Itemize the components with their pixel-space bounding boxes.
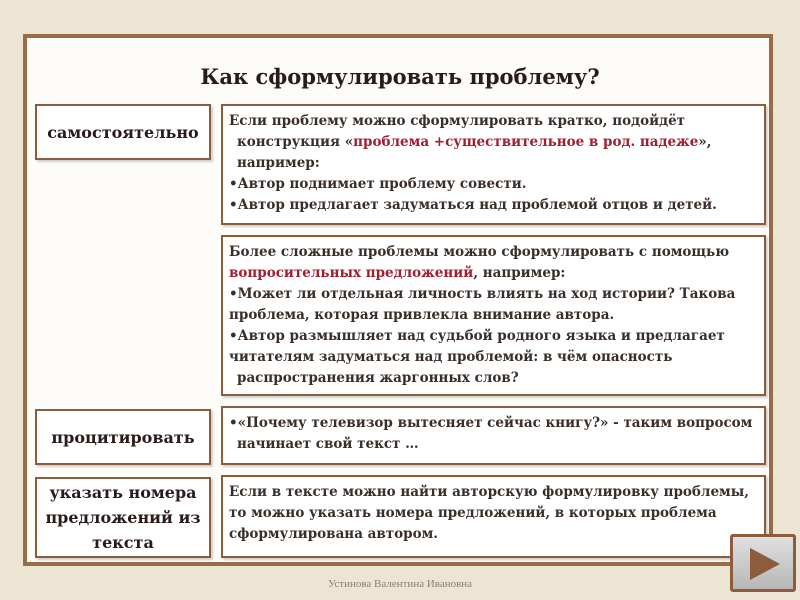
- text-line: Более сложные проблемы можно сформулировать с помощью: [229, 244, 730, 260]
- bullet-item: •Автор поднимает проблему совести.: [229, 176, 527, 192]
- explanation-box-complex: [221, 235, 766, 396]
- method-label-text: указать номера предложений из текста: [45, 483, 201, 552]
- bullet-item: •Автор размышляет над судьбой родного языка и предлагает: [229, 328, 725, 344]
- highlighted-text: вопросительных предложений: [229, 265, 474, 281]
- text-line: сформулирована автором.: [229, 526, 439, 542]
- explanation-box-sentence-numbers: [221, 475, 766, 558]
- method-label-text: самостоятельно: [47, 122, 199, 142]
- bullet-item: •Автор предлагает задуматься над проблемой отцов и детей.: [229, 197, 717, 213]
- method-label-sentence-numbers: [35, 477, 211, 558]
- text-line: например:: [237, 155, 320, 171]
- play-triangle-icon: [746, 546, 782, 582]
- text-line: распространения жаргонных слов?: [237, 370, 519, 386]
- highlighted-text: проблема +существительное в род. падеже: [353, 134, 699, 150]
- bullet-item: •«Почему телевизор вытесняет сейчас книгу?» - таким вопросом: [229, 415, 753, 431]
- slide-title: Как сформулировать проблему?: [200, 64, 600, 89]
- bullet-item: •Может ли отдельная личность влиять на ход истории? Такова: [229, 286, 736, 302]
- footer-author: Устинова Валентина Ивановна: [327, 578, 473, 590]
- text-line: читателям задуматься над проблемой: в чём опасность: [229, 349, 673, 365]
- method-label-independent: [35, 104, 211, 160]
- text-line: Если проблему можно сформулировать кратко, подойдёт: [229, 113, 686, 129]
- method-label-text: процитировать: [51, 427, 195, 447]
- text-line: конструкция «проблема +существительное в род. падеже»,: [237, 134, 712, 150]
- text-line: Если в тексте можно найти авторскую формулировку проблемы,: [229, 484, 749, 500]
- explanation-box-short: [221, 104, 766, 225]
- explanation-box-quote: [221, 406, 766, 465]
- text-line: то можно указать номера предложений, в которых проблема: [229, 505, 717, 521]
- method-label-quote: [35, 409, 211, 465]
- text-line: начинает свой текст …: [237, 436, 419, 452]
- text-line: проблема, которая привлекла внимание автора.: [229, 307, 615, 323]
- text-line: вопросительных предложений, например:: [229, 265, 566, 281]
